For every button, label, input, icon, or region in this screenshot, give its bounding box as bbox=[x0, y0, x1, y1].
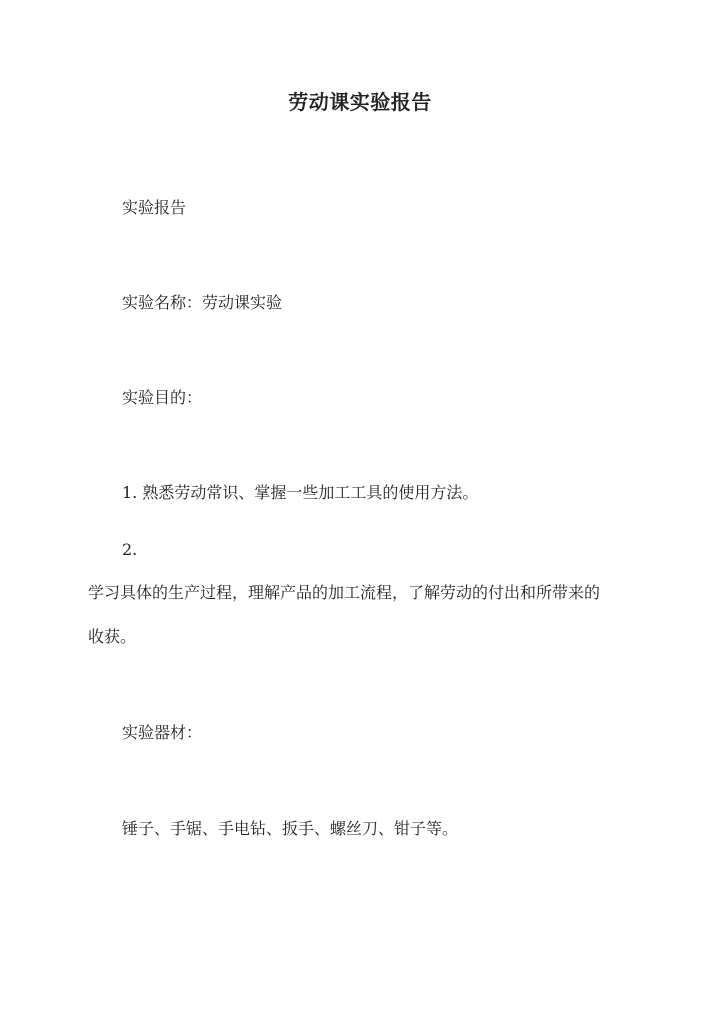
purpose-item-2-text-line2: 收获。 bbox=[88, 627, 137, 646]
experiment-name: 实验名称：劳动课实验 bbox=[122, 293, 283, 312]
purpose-item-2-text-line1: 学习具体的生产过程，理解产品的加工流程，了解劳动的付出和所带来的 bbox=[88, 583, 601, 602]
equipment-label: 实验器材： bbox=[122, 723, 203, 742]
purpose-item-1: 1. 熟悉劳动常识、掌握一些加工工具的使用方法。 bbox=[122, 483, 479, 502]
report-heading: 实验报告 bbox=[122, 198, 187, 217]
document-title: 劳动课实验报告 bbox=[288, 90, 432, 114]
purpose-label: 实验目的： bbox=[122, 388, 203, 407]
equipment-list: 锤子、手锯、手电钻、扳手、螺丝刀、钳子等。 bbox=[122, 819, 459, 838]
purpose-item-2-number: 2. bbox=[122, 540, 138, 559]
